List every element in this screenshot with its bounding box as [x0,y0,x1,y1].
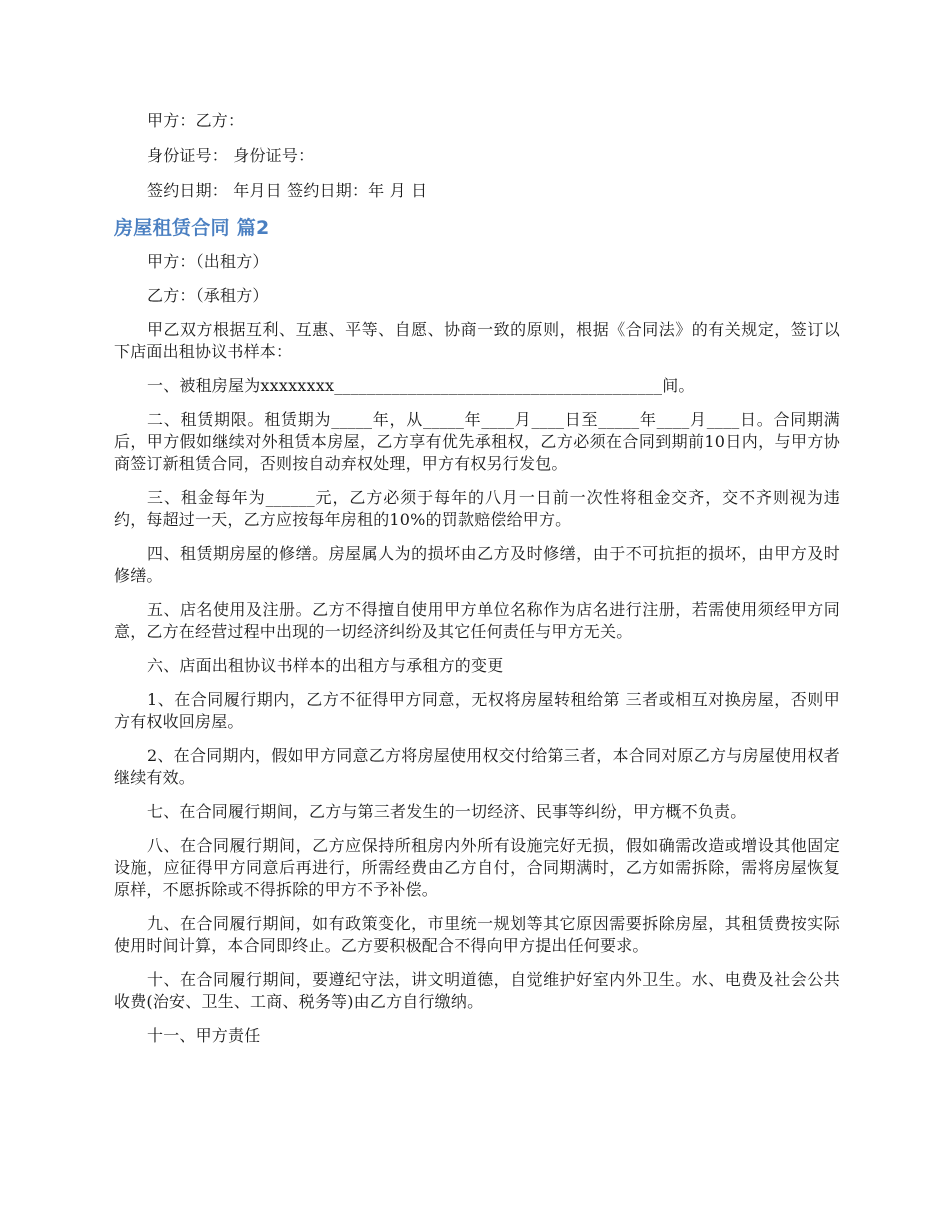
clause-2: 二、租赁期限。租赁期为_____年，从_____年____月____日至_____年____月____日。合同期满后，甲方假如继续对外租赁本房屋，乙方享有优先承租权，乙方必须在合同到期前10日内，与甲方协商签订新租赁合同，否则按自动弃权处理，甲方有权另行发包。 [114,410,840,473]
clause-1: 一、被租房屋为xxxxxxxx________________________________________间。 [147,376,695,395]
clause-10: 十、在合同履行期间，要遵纪守法，讲文明道德，自觉维护好室内外卫生。水、电费及社会公共收费(治安、卫生、工商、税务等)由乙方自行缴纳。 [114,970,840,1011]
clause-6-2: 2、在合同期内，假如甲方同意乙方将房屋使用权交付给第三者，本合同对原乙方与房屋使用权者继续有效。 [114,746,840,787]
section-heading: 房屋租赁合同 篇2 [114,217,270,239]
clause-9: 九、在合同履行期间，如有政策变化，市里统一规划等其它原因需要拆除房屋，其租赁费按实际使用时间计算，本合同即终止。乙方要积极配合不得向甲方提出任何要求。 [114,914,840,955]
clause-6: 六、店面出租协议书样本的出租方与承租方的变更 [147,656,504,675]
clause-3: 三、租金每年为______元，乙方必须于每年的八月一日前一次性将租金交齐，交不齐则视为违约，每超过一天，乙方应按每年房租的10%的罚款赔偿给甲方。 [114,488,840,529]
party-a-line: 甲方：（出租方） [147,252,269,271]
clause-8: 八、在合同履行期间，乙方应保持所租房内外所有设施完好无损，假如确需改造或增设其他固定设施，应征得甲方同意后再进行，所需经费由乙方自付，合同期满时，乙方如需拆除，需将房屋恢复原样，不愿拆除或不得拆除的甲方不予补偿。 [114,836,840,899]
signature-block [114,110,840,202]
clause-4: 四、租赁期房屋的修缮。房屋属人为的损坏由乙方及时修缮，由于不可抗拒的损坏，由甲方及时修缮。 [114,544,840,585]
clause-11: 十一、甲方责任 [147,1026,261,1045]
party-b-line: 乙方：（承租方） [147,286,269,305]
clause-7: 七、在合同履行期间，乙方与第三者发生的一切经济、民事等纠纷，甲方概不负责。 [147,802,747,821]
document-page [114,110,840,1059]
clause-6-1: 1、在合同履行期内，乙方不征得甲方同意，无权将房屋转租给第 三者或相互对换房屋，否则甲方有权收回房屋。 [114,690,840,731]
intro-paragraph: 甲乙双方根据互利、互惠、平等、自愿、协商一致的原则，根据《合同法》的有关规定，签订以下店面出租协议书样本： [114,320,840,361]
parties-line: 甲方：乙方： [147,111,245,130]
sign-date-line: 签约日期： 年月日 签约日期：年 月 日 [147,181,428,200]
clause-5: 五、店名使用及注册。乙方不得擅自使用甲方单位名称作为店名进行注册，若需使用须经甲方同意，乙方在经营过程中出现的一切经济纠纷及其它任何责任与甲方无关。 [114,600,840,641]
contract-body [114,251,840,1047]
id-number-line: 身份证号： 身份证号： [147,146,315,165]
